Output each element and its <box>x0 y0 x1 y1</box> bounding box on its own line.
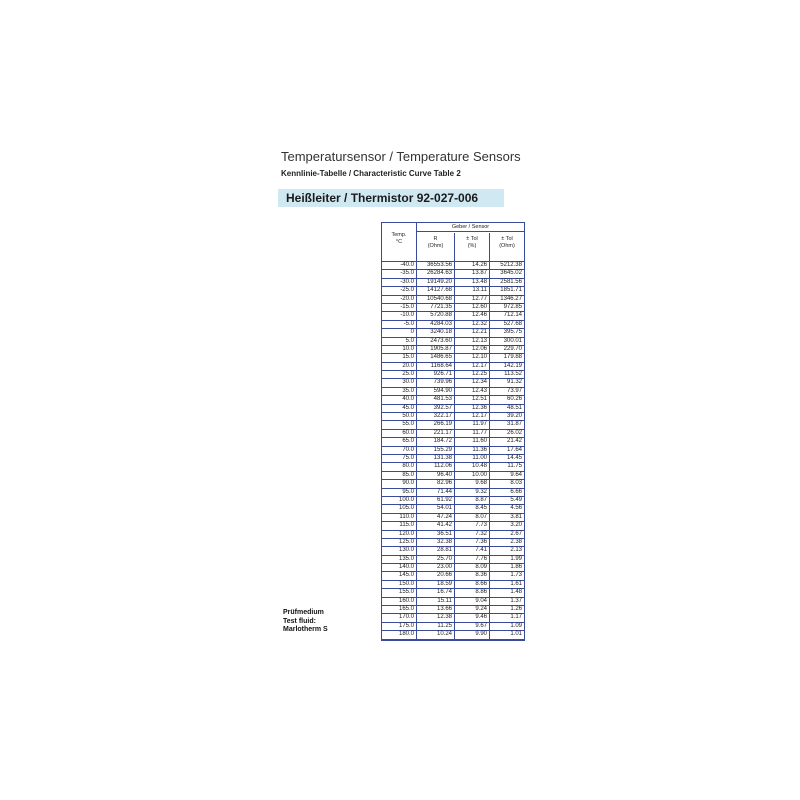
cell-tolerance-percent: 12.43 <box>455 388 490 395</box>
table-row <box>382 522 524 530</box>
cell-tolerance-percent: 12.17 <box>455 413 490 420</box>
table-row <box>382 447 524 455</box>
table-row <box>382 379 524 387</box>
table-row <box>382 338 524 346</box>
cell-tolerance-ohm: 972.85 <box>503 303 522 310</box>
cell-tolerance-percent: 9.46 <box>455 614 490 621</box>
cell-temp: 145.0 <box>382 572 417 579</box>
product-banner-text: Heißleiter / Thermistor 92-027-006 <box>286 191 479 205</box>
cell-tolerance-ohm: 1.73 <box>510 572 522 579</box>
table-row <box>382 480 524 488</box>
cell-tolerance-percent: 8.09 <box>455 564 490 571</box>
cell-tolerance-percent: 7.36 <box>455 539 490 546</box>
cell-tolerance-percent: 11.77 <box>455 430 490 437</box>
cell-tolerance-ohm: 113.52 <box>504 371 522 378</box>
cell-tolerance-ohm: 3.81 <box>510 513 522 520</box>
cell-tolerance-ohm: 3.20 <box>510 522 522 529</box>
table-row <box>382 430 524 438</box>
cell-tolerance-ohm: 14.45 <box>506 454 522 461</box>
cell-temp: 180.0 <box>382 631 417 638</box>
cell-temp: 160.0 <box>382 598 417 605</box>
cell-temp: 140.0 <box>382 564 417 571</box>
header-resistance <box>417 233 455 261</box>
page-title: Temperatursensor / Temperature Sensors <box>281 149 521 164</box>
cell-resistance: 32.38 <box>417 539 455 546</box>
cell-temp: 5.0 <box>382 338 417 345</box>
cell-temp: 20.0 <box>382 363 417 370</box>
cell-temp: -10.0 <box>382 312 417 319</box>
cell-temp: 40.0 <box>382 396 417 403</box>
cell-resistance: 13.66 <box>417 606 455 613</box>
cell-tolerance-ohm: 1.61 <box>510 580 522 587</box>
header-tolerance-percent-label: ± Tol <box>466 236 478 242</box>
table-row <box>382 329 524 337</box>
cell-temp: 30.0 <box>382 379 417 386</box>
cell-temp: 175.0 <box>382 623 417 630</box>
cell-temp: 45.0 <box>382 405 417 412</box>
cell-resistance: 481.53 <box>417 396 455 403</box>
cell-resistance: 266.19 <box>417 421 455 428</box>
cell-resistance: 155.29 <box>417 447 455 454</box>
cell-temp: 155.0 <box>382 589 417 596</box>
table-row <box>382 489 524 497</box>
table-row <box>382 438 524 446</box>
page-subtitle: Kennlinie-Tabelle / Characteristic Curve Table 2 <box>281 169 461 178</box>
cell-resistance: 20.66 <box>417 572 455 579</box>
cell-temp: 125.0 <box>382 539 417 546</box>
table-row <box>382 572 524 580</box>
table-row <box>382 455 524 463</box>
header-tolerance-ohm-unit: (Ohm) <box>499 243 515 249</box>
table-row <box>382 346 524 354</box>
cell-tolerance-percent: 11.00 <box>455 455 490 462</box>
table-row <box>382 287 524 295</box>
cell-tolerance-ohm: 2.67 <box>510 530 522 537</box>
characteristic-table <box>381 222 525 641</box>
cell-tolerance-ohm: 1.09 <box>510 622 522 629</box>
product-banner <box>278 189 504 207</box>
cell-temp: 25.0 <box>382 371 417 378</box>
table-header <box>382 223 524 262</box>
cell-temp: 115.0 <box>382 522 417 529</box>
cell-resistance: 10.24 <box>417 631 455 638</box>
cell-resistance: 19149.20 <box>417 279 455 286</box>
cell-tolerance-ohm: 5.49 <box>510 496 522 503</box>
table-row <box>382 547 524 555</box>
cell-tolerance-ohm: 1.37 <box>510 597 522 604</box>
cell-resistance: 221.17 <box>417 430 455 437</box>
cell-temp: 65.0 <box>382 438 417 445</box>
cell-temp: -35.0 <box>382 270 417 277</box>
cell-tolerance-percent: 12.06 <box>455 346 490 353</box>
cell-resistance: 96.40 <box>417 472 455 479</box>
cell-resistance: 739.96 <box>417 379 455 386</box>
cell-temp: -25.0 <box>382 287 417 294</box>
cell-resistance: 54.01 <box>417 505 455 512</box>
cell-tolerance-percent: 11.97 <box>455 421 490 428</box>
header-temp-label: Temp. <box>391 232 407 238</box>
cell-tolerance-percent: 12.51 <box>455 396 490 403</box>
cell-resistance: 26284.63 <box>417 270 455 277</box>
cell-tolerance-percent: 11.60 <box>455 438 490 445</box>
table-row <box>382 413 524 421</box>
table-row <box>382 589 524 597</box>
cell-temp: 135.0 <box>382 556 417 563</box>
cell-tolerance-percent: 13.87 <box>455 270 490 277</box>
cell-resistance: 36.51 <box>417 531 455 538</box>
table-row <box>382 606 524 614</box>
cell-tolerance-ohm: 21.42 <box>506 438 522 445</box>
cell-temp: 55.0 <box>382 421 417 428</box>
table-row <box>382 497 524 505</box>
cell-tolerance-ohm: 229.70 <box>503 345 522 352</box>
table-row <box>382 270 524 278</box>
cell-tolerance-ohm: 5212.38 <box>500 262 522 268</box>
cell-temp: -20.0 <box>382 296 417 303</box>
header-temp <box>382 223 417 261</box>
cell-tolerance-ohm: 1851.71 <box>500 287 522 294</box>
cell-tolerance-percent: 12.36 <box>455 405 490 412</box>
table-row <box>382 296 524 304</box>
cell-tolerance-percent: 8.45 <box>455 505 490 512</box>
test-medium-line3: Marlotherm S <box>283 626 328 633</box>
cell-resistance: 2473.60 <box>417 338 455 345</box>
cell-resistance: 4284.03 <box>417 321 455 328</box>
cell-tolerance-ohm: 395.75 <box>503 329 522 336</box>
cell-tolerance-ohm: 39.20 <box>506 413 522 420</box>
cell-tolerance-ohm: 11.75 <box>507 463 522 470</box>
table-row <box>382 304 524 312</box>
header-tolerance-percent <box>455 233 490 261</box>
cell-resistance: 15.11 <box>417 598 455 605</box>
cell-tolerance-ohm: 17.64 <box>506 446 522 453</box>
cell-temp: 170.0 <box>382 614 417 621</box>
test-medium-line2: Test fluid: <box>283 617 316 625</box>
cell-temp: 130.0 <box>382 547 417 554</box>
cell-tolerance-percent: 8.66 <box>455 581 490 588</box>
cell-tolerance-percent: 8.87 <box>455 497 490 504</box>
cell-tolerance-percent: 8.86 <box>455 589 490 596</box>
cell-resistance: 11.25 <box>417 623 455 630</box>
table-row <box>382 598 524 606</box>
cell-resistance: 184.72 <box>417 438 455 445</box>
cell-resistance: 112.06 <box>417 463 455 470</box>
cell-temp: 50.0 <box>382 413 417 420</box>
cell-resistance: 25.70 <box>417 556 455 563</box>
table-row <box>382 564 524 572</box>
header-sensor-group: Geber / Sensor <box>417 223 524 232</box>
cell-resistance: 322.17 <box>417 413 455 420</box>
cell-resistance: 1905.87 <box>417 346 455 353</box>
cell-tolerance-percent: 12.13 <box>455 338 490 345</box>
header-tolerance-percent-unit: (%) <box>467 243 477 249</box>
cell-tolerance-ohm: 1.01 <box>510 631 522 638</box>
cell-temp: 85.0 <box>382 472 417 479</box>
table-row <box>382 354 524 362</box>
cell-tolerance-ohm: 2581.56 <box>500 278 522 285</box>
cell-tolerance-ohm: 1.48 <box>510 589 522 596</box>
cell-tolerance-percent: 12.46 <box>455 312 490 319</box>
table-row <box>382 279 524 287</box>
cell-tolerance-percent: 12.34 <box>455 379 490 386</box>
cell-tolerance-percent: 12.10 <box>455 354 490 361</box>
cell-tolerance-ohm: 91.32 <box>506 379 522 386</box>
cell-tolerance-percent: 10.00 <box>455 472 490 479</box>
table-row <box>382 371 524 379</box>
table-row <box>382 531 524 539</box>
cell-tolerance-percent: 14.26 <box>455 262 490 269</box>
cell-resistance: 7721.35 <box>417 304 455 311</box>
table-row <box>382 472 524 480</box>
table-row <box>382 556 524 564</box>
cell-tolerance-ohm: 1.86 <box>510 564 522 571</box>
cell-tolerance-ohm: 8.03 <box>510 480 522 487</box>
cell-tolerance-percent: 9.90 <box>455 631 490 638</box>
cell-tolerance-ohm: 527.68 <box>503 320 522 327</box>
cell-resistance: 5720.88 <box>417 312 455 319</box>
header-tolerance-ohm <box>490 233 524 261</box>
cell-tolerance-percent: 9.68 <box>455 480 490 487</box>
cell-tolerance-percent: 12.60 <box>455 304 490 311</box>
cell-resistance: 131.38 <box>417 455 455 462</box>
cell-tolerance-percent: 9.04 <box>455 598 490 605</box>
cell-resistance: 392.57 <box>417 405 455 412</box>
cell-tolerance-percent: 13.48 <box>455 279 490 286</box>
table-row <box>382 539 524 547</box>
cell-tolerance-percent: 9.32 <box>455 489 490 496</box>
cell-temp: -30.0 <box>382 279 417 286</box>
cell-tolerance-ohm: 73.97 <box>506 387 522 394</box>
cell-tolerance-ohm: 3645.02 <box>500 270 522 277</box>
cell-temp: 165.0 <box>382 606 417 613</box>
header-resistance-label: R <box>433 236 438 242</box>
cell-resistance: 82.96 <box>417 480 455 487</box>
cell-tolerance-percent: 7.73 <box>455 522 490 529</box>
table-row <box>382 631 524 639</box>
table-row <box>382 614 524 622</box>
cell-temp: 100.0 <box>382 497 417 504</box>
cell-tolerance-percent: 7.32 <box>455 531 490 538</box>
cell-tolerance-ohm: 9.64 <box>510 471 522 478</box>
cell-temp: -5.0 <box>382 321 417 328</box>
cell-tolerance-ohm: 1.99 <box>510 555 522 562</box>
cell-temp: 80.0 <box>382 463 417 470</box>
cell-temp: 90.0 <box>382 480 417 487</box>
header-tolerance-ohm-label: ± Tol <box>501 236 513 242</box>
cell-temp: 110.0 <box>382 514 417 521</box>
cell-temp: 10.0 <box>382 346 417 353</box>
cell-tolerance-percent: 10.48 <box>455 463 490 470</box>
cell-tolerance-ohm: 142.19 <box>503 362 522 369</box>
cell-tolerance-percent: 12.21 <box>455 329 490 336</box>
table-row <box>382 363 524 371</box>
cell-tolerance-ohm: 4.56 <box>510 505 522 512</box>
table-row <box>382 321 524 329</box>
table-row <box>382 396 524 404</box>
cell-resistance: 16.74 <box>417 589 455 596</box>
cell-temp: 105.0 <box>382 505 417 512</box>
cell-resistance: 18.59 <box>417 581 455 588</box>
cell-tolerance-ohm: 1346.27 <box>500 295 522 302</box>
cell-tolerance-percent: 12.77 <box>455 296 490 303</box>
table-row <box>382 463 524 471</box>
cell-temp: -40.0 <box>382 262 417 269</box>
cell-tolerance-ohm: 300.01 <box>503 337 522 344</box>
cell-tolerance-ohm: 26.02 <box>506 429 522 436</box>
cell-tolerance-percent: 9.24 <box>455 606 490 613</box>
table-row <box>382 388 524 396</box>
cell-tolerance-percent: 12.32 <box>455 321 490 328</box>
cell-resistance: 23.00 <box>417 564 455 571</box>
table-row <box>382 505 524 513</box>
cell-tolerance-ohm: 179.88 <box>503 354 522 361</box>
cell-tolerance-percent: 7.76 <box>455 556 490 563</box>
cell-tolerance-percent: 8.36 <box>455 572 490 579</box>
cell-resistance: 36553.56 <box>417 262 455 269</box>
cell-resistance: 926.71 <box>417 371 455 378</box>
cell-tolerance-percent: 13.11 <box>455 287 490 294</box>
cell-resistance: 1168.64 <box>417 363 455 370</box>
cell-resistance: 594.90 <box>417 388 455 395</box>
cell-resistance: 41.42 <box>417 522 455 529</box>
cell-tolerance-ohm: 2.13 <box>510 547 522 554</box>
cell-resistance: 28.81 <box>417 547 455 554</box>
cell-tolerance-percent: 12.25 <box>455 371 490 378</box>
cell-temp: 35.0 <box>382 388 417 395</box>
cell-resistance: 1486.65 <box>417 354 455 361</box>
table-row <box>382 581 524 589</box>
cell-temp: 75.0 <box>382 455 417 462</box>
cell-temp: -15.0 <box>382 304 417 311</box>
cell-tolerance-percent: 8.07 <box>455 514 490 521</box>
table-row <box>382 262 524 270</box>
table-row <box>382 312 524 320</box>
cell-temp: 95.0 <box>382 489 417 496</box>
cell-temp: 150.0 <box>382 581 417 588</box>
cell-resistance: 47.24 <box>417 514 455 521</box>
table-body <box>382 262 524 640</box>
cell-tolerance-ohm: 48.51 <box>506 404 522 411</box>
table-row <box>382 514 524 522</box>
cell-temp: 60.0 <box>382 430 417 437</box>
cell-temp: 70.0 <box>382 447 417 454</box>
cell-tolerance-ohm: 60.26 <box>506 396 522 403</box>
header-temp-unit: °C <box>395 239 403 245</box>
cell-tolerance-ohm: 2.38 <box>510 538 522 545</box>
cell-resistance: 10540.68 <box>417 296 455 303</box>
test-medium-note <box>283 609 328 635</box>
cell-resistance: 3240.18 <box>417 329 455 336</box>
cell-tolerance-ohm: 6.66 <box>510 488 522 495</box>
cell-resistance: 14127.68 <box>417 287 455 294</box>
cell-tolerance-ohm: 31.87 <box>506 421 522 428</box>
cell-tolerance-ohm: 1.17 <box>510 614 522 621</box>
cell-tolerance-percent: 12.17 <box>455 363 490 370</box>
table-row <box>382 421 524 429</box>
cell-tolerance-ohm: 712.14 <box>503 312 522 319</box>
table-row <box>382 405 524 413</box>
cell-tolerance-percent: 7.41 <box>455 547 490 554</box>
cell-temp: 15.0 <box>382 354 417 361</box>
cell-tolerance-percent: 9.67 <box>455 623 490 630</box>
cell-resistance: 61.92 <box>417 497 455 504</box>
header-resistance-unit: (Ohm) <box>427 243 444 249</box>
table-row <box>382 623 524 631</box>
cell-temp: 120.0 <box>382 531 417 538</box>
cell-temp: 0 <box>382 329 417 336</box>
test-medium-line1: Prüfmedium <box>283 609 324 616</box>
cell-tolerance-percent: 11.36 <box>455 447 490 454</box>
cell-resistance: 12.38 <box>417 614 455 621</box>
cell-resistance: 71.44 <box>417 489 455 496</box>
cell-tolerance-ohm: 1.26 <box>510 606 522 613</box>
